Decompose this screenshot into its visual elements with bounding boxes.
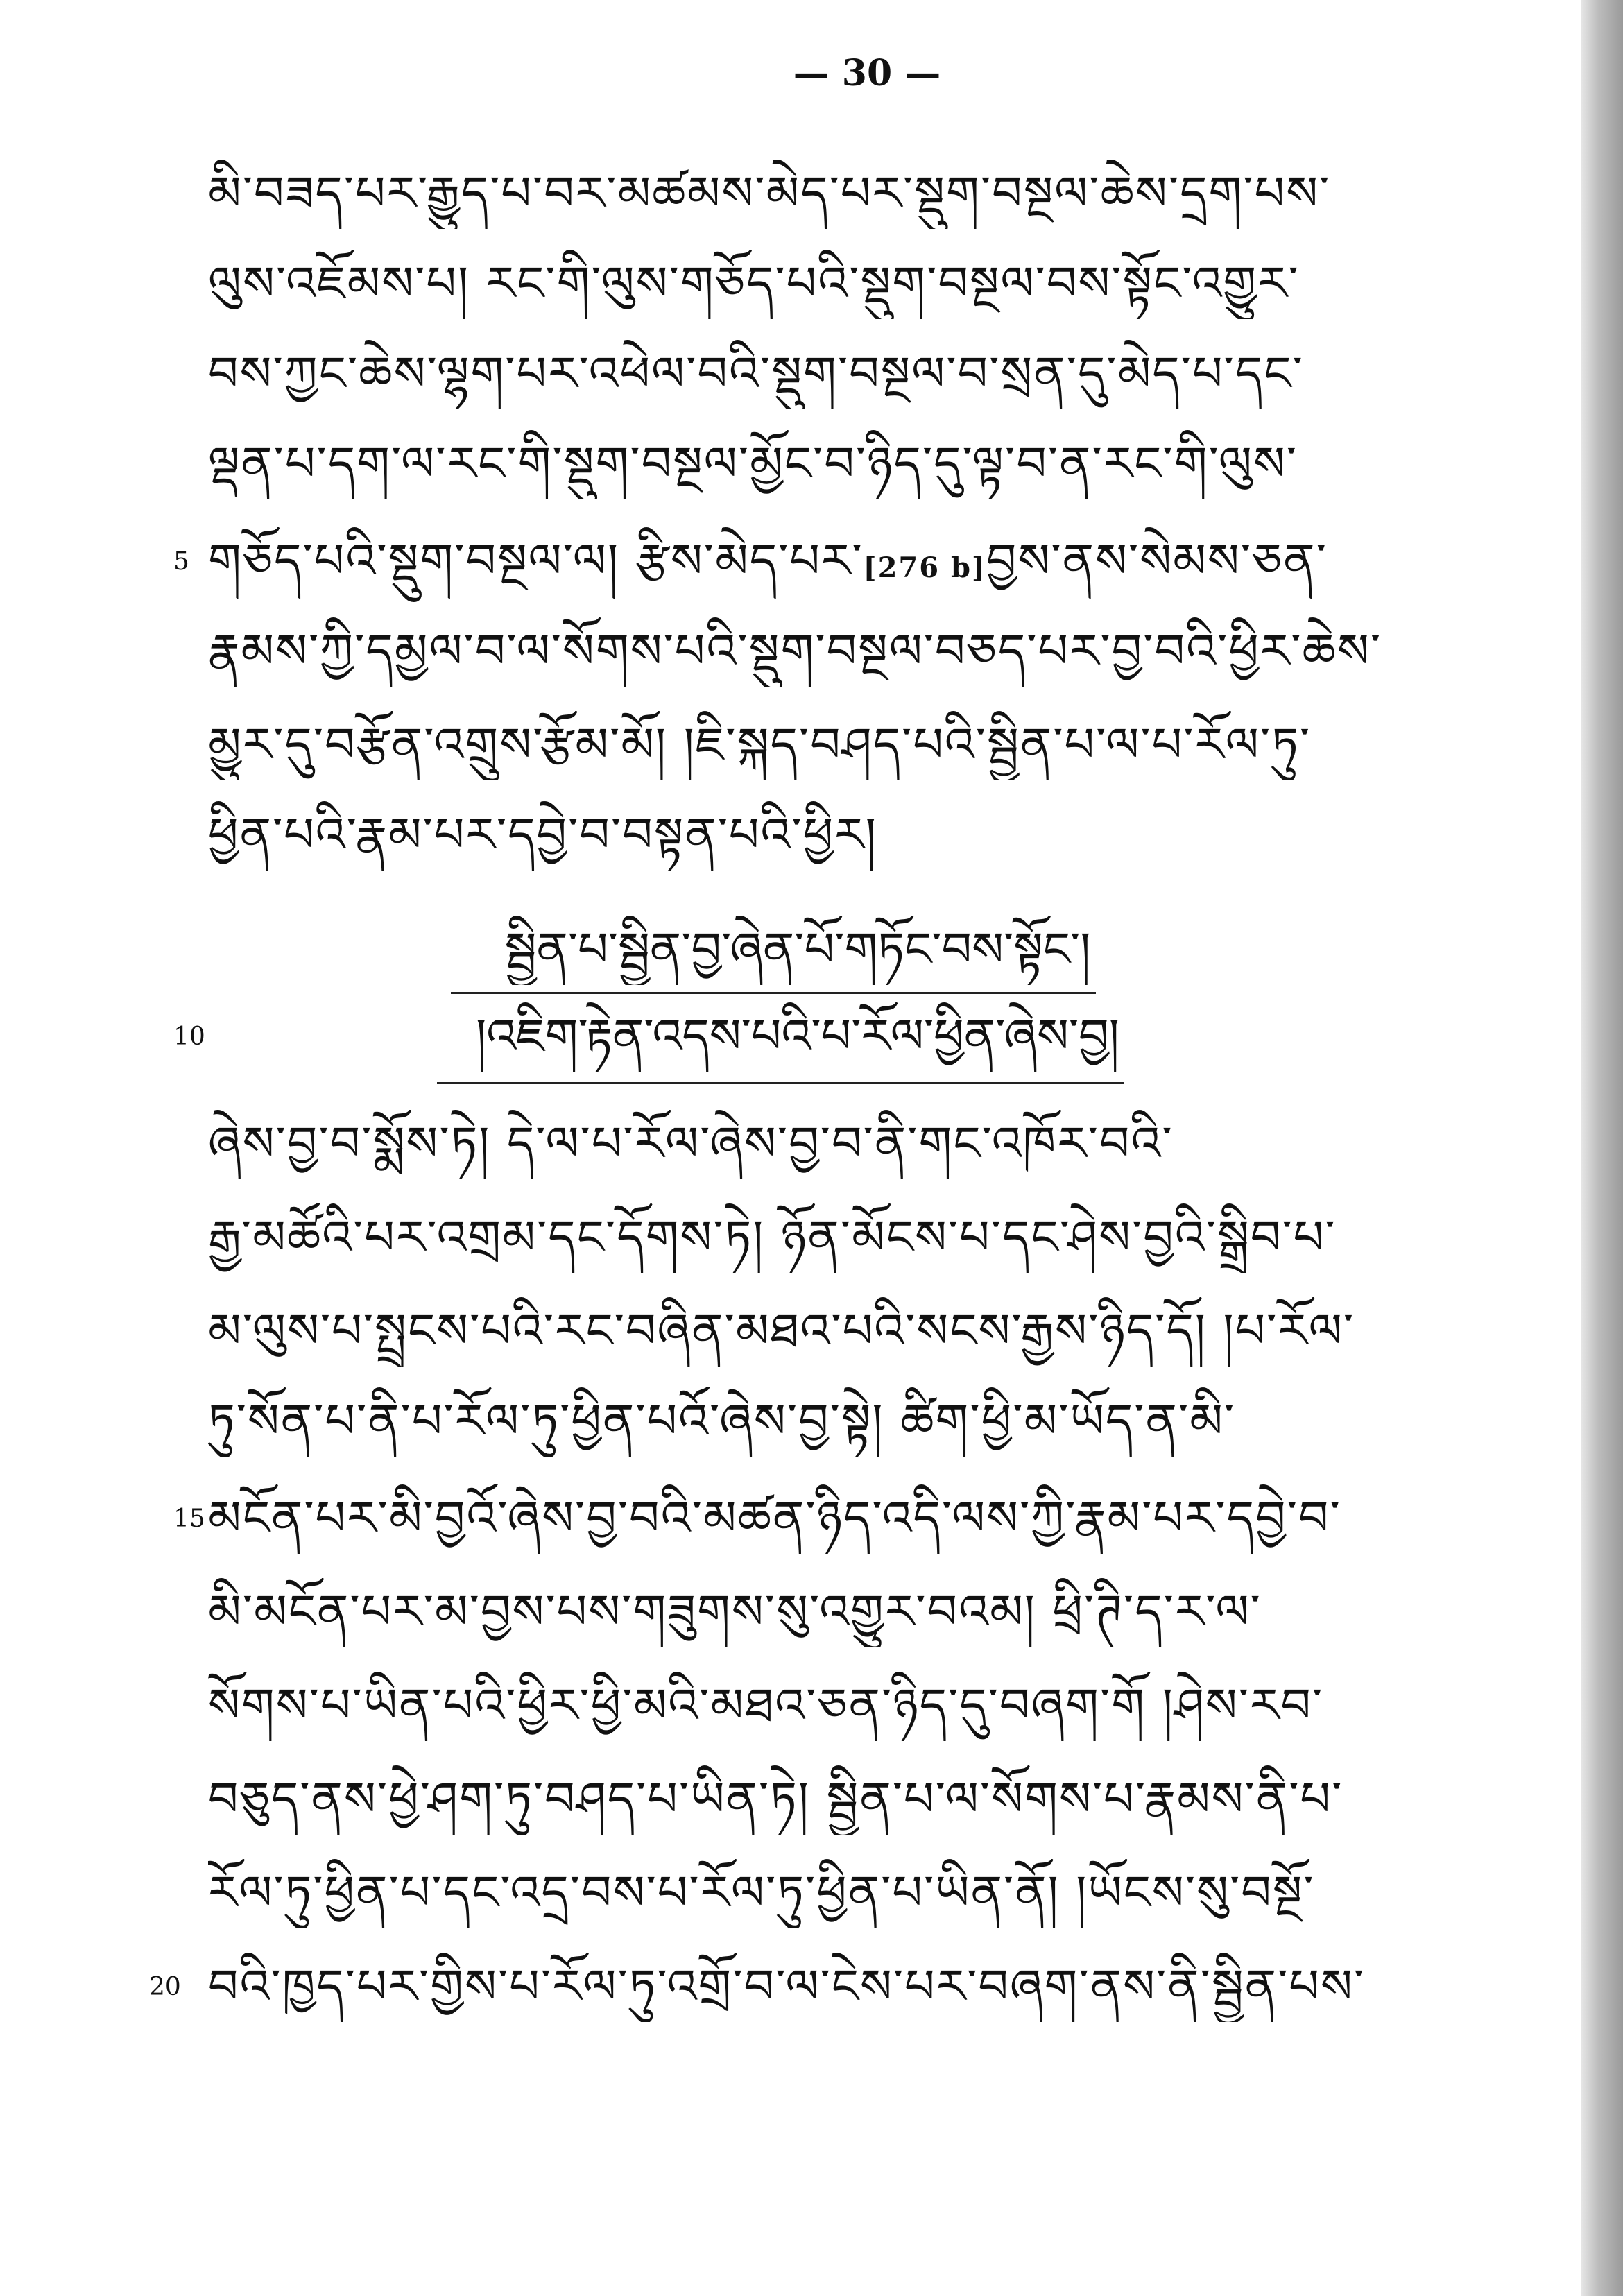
verse-heading-line-2: །འཇིག་རྟེན་འདས་པའི་པ་རོལ་ཕྱིན་ཞེས་བྱ། [476, 1009, 1119, 1064]
line-number: 5 [173, 547, 189, 576]
text-line: མི་བཟད་པར་རྒྱུད་པ་བར་མཚམས་མེད་པར་སྡུག་བསྔལ་ཆེས་དྲག་པས་ [208, 166, 1331, 221]
text-line: ཞེས་བྱ་བ་སྨོས་ཏེ། དེ་ལ་པ་རོལ་ཞེས་བྱ་བ་ནི་གང་འཁོར་བའི་ [208, 1117, 1174, 1172]
text-line: རྣམས་ཀྱི་དམྱལ་བ་ལ་སོགས་པའི་སྡུག་བསྔལ་བཅད་པར་བྱ་བའི་ཕྱིར་ཆེས་ [208, 624, 1382, 679]
text-line: མི་མངོན་པར་མ་བྱས་པས་གཟུགས་སུ་འགྱུར་བའམ། ཕྲི་ཊི་ད་ར་ལ་ [208, 1585, 1262, 1640]
line-number: 10 [173, 1022, 205, 1051]
verse-heading-line-1: སྦྱིན་པ་སྦྱིན་བྱ་ཞེན་པོ་གཏོང་བས་སྟོང་། [504, 923, 1091, 977]
text-line: རོལ་ཏུ་ཕྱིན་པ་དང་འདྲ་བས་པ་རོལ་ཏུ་ཕྱིན་པ་ཡིན་ནོ། །ཡོངས་སུ་བསྔོ་ [208, 1866, 1315, 1921]
text-line: རྒྱ་མཚོའི་པར་འགྲམ་དང་དོགས་ཏེ། ཉོན་མོངས་པ་དང་ཤེས་བྱའི་སྒྲིབ་པ་ [208, 1210, 1337, 1265]
text-line: མངོན་པར་མི་བྱའོ་ཞེས་བྱ་བའི་མཚན་ཉིད་འདི་ལས་ཀྱི་རྣམ་པར་དབྱེ་བ་ [208, 1491, 1341, 1546]
text-line: ལུས་འཇོམས་པ། རང་གི་ལུས་གཅོད་པའི་སྡུག་བསྔལ་བས་སྟོང་འགྱུར་ [208, 257, 1300, 311]
text-line [208, 527, 1484, 603]
verse-rule [451, 992, 1096, 994]
scan-edge-shadow [1581, 0, 1623, 2296]
text-segment: བྱས་ནས་སེམས་ཅན་ [986, 534, 1328, 589]
text-line: མྱུར་དུ་བརྩོན་འགྲུས་རྩོམ་མོ། །ཇི་སྐད་བཤད་པའི་སྦྱིན་པ་ལ་པ་རོལ་ཏུ་ [208, 718, 1312, 773]
text-line: སོགས་པ་ཡིན་པའི་ཕྱིར་ཕྱི་མའི་མཐའ་ཅན་ཉིད་དུ་བཞག་གོ །ཤེས་རབ་ [208, 1679, 1324, 1733]
text-line: ལྡན་པ་དག་ལ་རང་གི་སྡུག་བསྔལ་མྱོང་བ་ཉིད་དུ་ལྟ་བ་ན་རང་གི་ལུས་ [208, 437, 1298, 492]
line-number: 20 [149, 1973, 181, 2001]
text-line: བའི་ཁྱད་པར་གྱིས་པ་རོལ་ཏུ་འགྲོ་བ་ལ་ངེས་པར་བཞག་ནས་ནི་སྦྱིན་པས་ [208, 1960, 1366, 2014]
page-number: — 30 — [793, 52, 941, 94]
text-line: ཏུ་སོན་པ་ནི་པ་རོལ་ཏུ་ཕྱིན་པའོ་ཞེས་བྱ་སྟེ། ཚིག་ཕྱི་མ་ཡོད་ན་མི་ [208, 1394, 1236, 1449]
folio-marker: [276 b] [863, 551, 986, 584]
text-line: མ་ལུས་པ་སྤྲངས་པའི་རང་བཞིན་མཐའ་པའི་སངས་རྒྱས་ཉིད་དོ། །པ་རོལ་ [208, 1304, 1355, 1359]
text-line: བས་ཀྱང་ཆེས་ལྷག་པར་འཕེལ་བའི་སྡུག་བསྔལ་བ་སྲན་དུ་མེད་པ་དང་ [208, 347, 1304, 402]
verse-rule [437, 1082, 1124, 1084]
text-line: བཅུད་ནས་ཕྱེ་ཤག་ཏུ་བཤད་པ་ཡིན་ཏེ། སྦྱིན་པ་ལ་སོགས་པ་རྣམས་ནི་པ་ [208, 1772, 1343, 1827]
line-number: 15 [173, 1505, 205, 1533]
text-line: ཕྱིན་པའི་རྣམ་པར་དབྱེ་བ་བསྟན་པའི་ཕྱིར། [208, 808, 877, 863]
text-segment: གཅོད་པའི་སྡུག་བསྔལ་ལ། རྩིས་མེད་པར་ [208, 534, 864, 589]
